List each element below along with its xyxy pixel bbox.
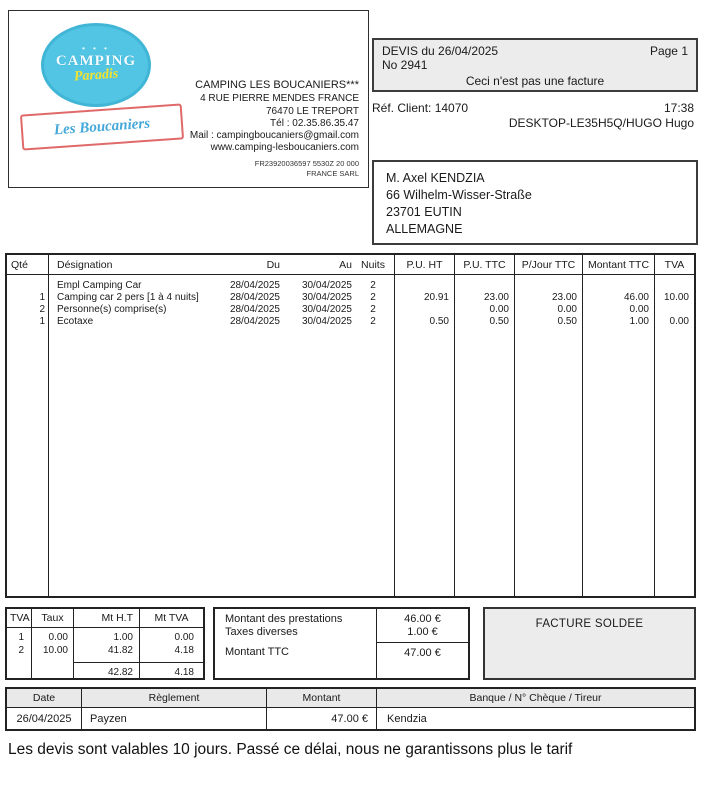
totals-divider bbox=[377, 642, 468, 643]
vat-col-code: TVA 1 2 bbox=[7, 609, 32, 678]
company-legal-form: FRANCE SARL bbox=[306, 168, 359, 178]
item-row: Personne(s) comprise(s) 28/04/2025 30/04/2025 2 bbox=[57, 304, 376, 315]
status-box bbox=[483, 607, 696, 680]
vat-summary-table bbox=[5, 607, 205, 680]
items-col-pu-ht: P.U. HT 20.91 0.50 bbox=[395, 255, 455, 596]
items-header-pu-ttc: P.U. TTC bbox=[455, 255, 514, 275]
company-registration: FR23920036597 5530Z 20 000 bbox=[254, 159, 359, 168]
items-header-tva: TVA bbox=[655, 255, 694, 275]
vat-header-code: TVA bbox=[7, 609, 31, 628]
payments-header-date: Date bbox=[7, 689, 82, 707]
devis-header-box bbox=[372, 38, 698, 92]
customer-name: M. Axel KENDZIA bbox=[386, 171, 485, 185]
company-info-block bbox=[190, 79, 359, 154]
payment-date: 26/04/2025 bbox=[7, 708, 82, 729]
items-col-qty bbox=[7, 255, 49, 596]
item-row: Camping car 2 pers [1 à 4 nuits] 28/04/2025 30/04/2025 2 bbox=[57, 292, 376, 303]
customer-street: 66 Wilhelm-Wisser-Straße bbox=[386, 187, 532, 202]
logo-brand-text: CAMPING bbox=[55, 53, 137, 69]
prestations-value: 46.00 € bbox=[404, 613, 441, 625]
vat-header-mt-tva: Mt TVA bbox=[140, 609, 203, 628]
items-col-pjour-ttc: P/Jour TTC 23.00 0.00 0.50 bbox=[515, 255, 583, 596]
items-col-designation bbox=[49, 255, 395, 596]
workstation-line: DESKTOP-LE35H5Q/HUGO Hugo bbox=[508, 116, 694, 130]
items-col-pu-ttc: P.U. TTC 23.00 0.00 0.50 bbox=[455, 255, 515, 596]
boucaniers-badge-label: Les Boucaniers bbox=[53, 115, 151, 138]
customer-city: 23701 EUTIN bbox=[386, 204, 462, 219]
not-invoice-notice: Ceci n'est pas une facture bbox=[465, 74, 605, 88]
company-name: CAMPING LES BOUCANIERS*** bbox=[195, 79, 359, 91]
logo-dots-icon: • • • bbox=[82, 44, 110, 53]
item-row: Ecotaxe 28/04/2025 30/04/2025 2 bbox=[57, 316, 376, 327]
company-legal-block bbox=[255, 159, 359, 179]
payments-header-banque: Banque / N° Chèque / Tireur bbox=[469, 692, 602, 704]
customer-address-box bbox=[372, 160, 698, 245]
payments-header-row bbox=[7, 689, 694, 708]
items-col-montant-ttc: Montant TTC 46.00 0.00 1.00 bbox=[583, 255, 655, 596]
item-row: Empl Camping Car 28/04/2025 30/04/2025 2 bbox=[57, 280, 376, 291]
payments-table bbox=[5, 687, 696, 731]
montant-ttc-value: 47.00 € bbox=[404, 647, 441, 659]
client-ref: Réf. Client: 14070 bbox=[372, 101, 469, 115]
payments-header-montant: Montant bbox=[267, 689, 377, 707]
item-qty: 2 bbox=[39, 304, 45, 315]
validity-note: Les devis sont valables 10 jours. Passé ce délai, nous ne garantissons plus le tarif bbox=[8, 741, 573, 758]
items-header-montant-ttc: Montant TTC bbox=[583, 255, 654, 275]
vat-header-taux: Taux bbox=[32, 609, 73, 628]
item-qty: 1 bbox=[39, 292, 45, 303]
vat-total-mt-ht: 42.82 bbox=[74, 662, 139, 679]
company-address-line1: 4 RUE PIERRE MENDES FRANCE bbox=[200, 93, 359, 105]
items-header-du: Du bbox=[266, 259, 280, 271]
vat-total-mt-tva: 4.18 bbox=[140, 662, 203, 679]
vat-header-mt-ht: Mt H.T bbox=[74, 609, 139, 628]
vat-col-mt-tva: Mt TVA 0.00 4.18 4.18 bbox=[140, 609, 203, 678]
status-label: FACTURE SOLDEE bbox=[535, 618, 644, 630]
company-website: www.camping-lesboucaniers.com bbox=[210, 142, 359, 154]
camping-paradis-logo bbox=[41, 23, 151, 107]
payment-banque: Kendzia bbox=[387, 712, 427, 725]
payment-montant: 47.00 € bbox=[267, 708, 377, 729]
items-col-tva: TVA 10.00 0.00 bbox=[655, 255, 694, 596]
customer-country: ALLEMAGNE bbox=[386, 221, 463, 236]
taxes-label: Taxes diverses bbox=[225, 626, 298, 638]
items-header-nuits: Nuits bbox=[361, 259, 385, 271]
devis-title: DEVIS du 26/04/2025 bbox=[382, 44, 499, 58]
company-phone: Tél : 02.35.86.35.47 bbox=[270, 117, 359, 129]
page-number: Page 1 bbox=[649, 44, 688, 58]
payment-row bbox=[7, 708, 694, 729]
boucaniers-badge bbox=[20, 103, 184, 150]
montant-ttc-label: Montant TTC bbox=[225, 646, 289, 658]
items-header-au: Au bbox=[339, 259, 352, 271]
devis-number: No 2941 bbox=[382, 58, 428, 72]
items-header-pjour-ttc: P/Jour TTC bbox=[515, 255, 582, 275]
item-qty: 1 bbox=[39, 316, 45, 327]
items-header-designation: Désignation bbox=[57, 259, 113, 271]
item-qty bbox=[7, 280, 48, 292]
vat-col-mt-ht: Mt H.T 1.00 41.82 42.82 bbox=[74, 609, 140, 678]
taxes-value: 1.00 € bbox=[407, 626, 438, 638]
company-address-line2: 76470 LE TREPORT bbox=[265, 105, 359, 117]
company-card bbox=[8, 10, 369, 188]
print-time: 17:38 bbox=[663, 101, 694, 115]
items-header-qty: Qté bbox=[7, 255, 48, 275]
items-header-pu-ht: P.U. HT bbox=[395, 255, 454, 275]
logo-script-text: Paradis bbox=[73, 66, 119, 85]
vat-col-taux: Taux 0.00 10.00 bbox=[32, 609, 74, 678]
totals-box bbox=[213, 607, 470, 680]
items-table bbox=[5, 253, 696, 598]
payment-reglement: Payzen bbox=[82, 708, 267, 729]
prestations-label: Montant des prestations bbox=[225, 613, 343, 625]
client-ref-row bbox=[372, 101, 694, 115]
payments-header-reglement: Règlement bbox=[82, 689, 267, 707]
company-mail: Mail : campingboucaniers@gmail.com bbox=[189, 129, 359, 141]
